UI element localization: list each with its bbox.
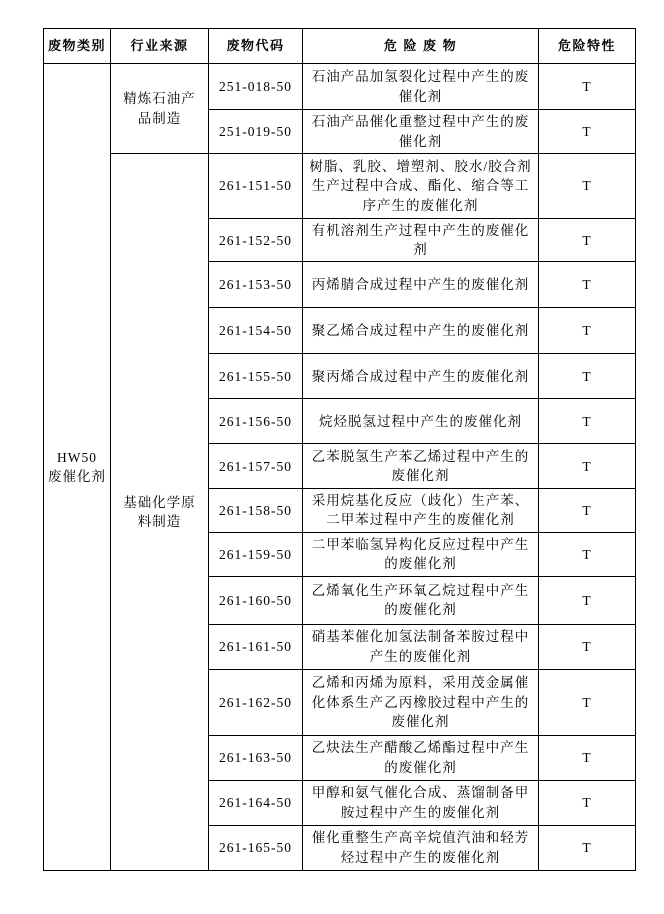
hazardous-waste-cell: 烷烃脱氢过程中产生的废催化剂 [303,399,539,444]
hazard-characteristic-cell: T [539,444,636,489]
table-row [44,64,636,110]
hazardous-waste-cell: 聚丙烯合成过程中产生的废催化剂 [303,354,539,399]
hazard-characteristic-cell: T [539,669,636,735]
waste-code-cell: 261-156-50 [209,399,303,444]
waste-code-cell: 261-155-50 [209,354,303,399]
hazard-characteristic-cell: T [539,399,636,444]
waste-code-cell: 261-160-50 [209,576,303,624]
industry-source-cell [111,154,209,871]
industry-source-label: 基础化学原料制造 [123,494,196,529]
waste-code-cell: 251-018-50 [209,64,303,110]
hazard-characteristic-cell: T [539,780,636,825]
hazardous-waste-cell: 乙炔法生产醋酸乙烯酯过程中产生的废催化剂 [303,735,539,780]
hazardous-waste-cell: 乙苯脱氢生产苯乙烯过程中产生的废催化剂 [303,444,539,489]
hazardous-waste-cell: 催化重整生产高辛烷值汽油和轻芳烃过程中产生的废催化剂 [303,825,539,870]
header-waste-code: 废物代码 [209,29,303,64]
hazard-characteristic-cell: T [539,532,636,576]
hazard-characteristic-cell: T [539,489,636,532]
header-hazard-characteristic: 危险特性 [539,29,636,64]
waste-code-cell: 261-161-50 [209,624,303,669]
waste-code-cell: 261-157-50 [209,444,303,489]
hazard-characteristic-cell: T [539,219,636,262]
header-waste-category: 废物类别 [44,29,111,64]
waste-code-cell: 261-158-50 [209,489,303,532]
hazard-characteristic-cell: T [539,64,636,110]
hazardous-waste-cell: 丙烯腈合成过程中产生的废催化剂 [303,262,539,308]
waste-category-cell [44,64,111,871]
hazardous-waste-cell: 树脂、乳胶、增塑剂、胶水/胶合剂生产过程中合成、酯化、缩合等工序产生的废催化剂 [303,154,539,219]
hazardous-waste-cell: 有机溶剂生产过程中产生的废催化剂 [303,219,539,262]
document-page [0,28,664,914]
hazard-characteristic-cell: T [539,262,636,308]
hazardous-waste-table [43,28,636,871]
hazardous-waste-cell: 乙烯和丙烯为原料，采用茂金属催化体系生产乙丙橡胶过程中产生的废催化剂 [303,669,539,735]
hazardous-waste-cell: 二甲苯临氢异构化反应过程中产生的废催化剂 [303,532,539,576]
hazardous-waste-cell: 硝基苯催化加氢法制备苯胺过程中产生的废催化剂 [303,624,539,669]
industry-source-label: 精炼石油产品制造 [123,91,196,126]
waste-code-cell: 261-152-50 [209,219,303,262]
header-row [44,29,636,64]
hazard-characteristic-cell: T [539,576,636,624]
hazard-characteristic-cell: T [539,624,636,669]
industry-source-cell [111,64,209,154]
hazard-characteristic-cell: T [539,735,636,780]
hazard-characteristic-cell: T [539,308,636,354]
hazardous-waste-cell: 聚乙烯合成过程中产生的废催化剂 [303,308,539,354]
header-industry-source: 行业来源 [111,29,209,64]
waste-code-cell: 261-164-50 [209,780,303,825]
header-hazardous-waste: 危 险 废 物 [303,29,539,64]
hazard-characteristic-cell: T [539,110,636,154]
hazardous-waste-cell: 采用烷基化反应（歧化）生产苯、二甲苯过程中产生的废催化剂 [303,489,539,532]
waste-code-cell: 251-019-50 [209,110,303,154]
hazard-characteristic-cell: T [539,825,636,870]
category-code: HW50 [57,449,97,465]
waste-code-cell: 261-153-50 [209,262,303,308]
hazardous-waste-cell: 甲醇和氨气催化合成、蒸馏制备甲胺过程中产生的废催化剂 [303,780,539,825]
waste-code-cell: 261-165-50 [209,825,303,870]
waste-code-cell: 261-163-50 [209,735,303,780]
waste-code-cell: 261-154-50 [209,308,303,354]
table-row [44,154,636,219]
hazard-characteristic-cell: T [539,354,636,399]
waste-code-cell: 261-159-50 [209,532,303,576]
hazardous-waste-cell: 乙烯氧化生产环氧乙烷过程中产生的废催化剂 [303,576,539,624]
hazard-characteristic-cell: T [539,154,636,219]
hazardous-waste-cell: 石油产品加氢裂化过程中产生的废催化剂 [303,64,539,110]
hazardous-waste-cell: 石油产品催化重整过程中产生的废催化剂 [303,110,539,154]
waste-code-cell: 261-151-50 [209,154,303,219]
category-name: 废催化剂 [48,468,106,484]
waste-code-cell: 261-162-50 [209,669,303,735]
